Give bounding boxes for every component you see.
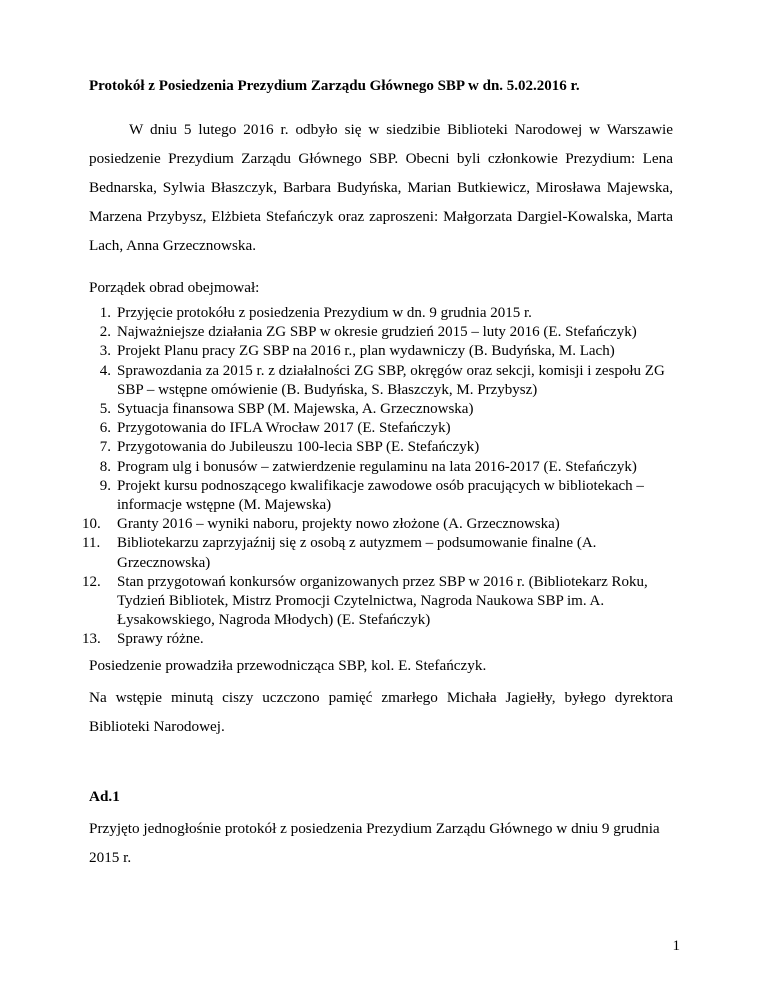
agenda-item-text: Stan przygotowań konkursów organizowanych przez SBP w 2016 r. (Bibliotekarz Roku, Tydzień Bibliotek, Mistrz Promocji Czytelnictwa, Nagroda Naukowa SBP im. A. Łysakowskiego, Nagroda Młodych) (E. Stefańczyk): [117, 573, 648, 629]
agenda-item: [89, 400, 679, 419]
document-title: Protokół z Posiedzenia Prezydium Zarządu Głównego SBP w dn. 5.02.2016 r.: [89, 78, 580, 94]
agenda-item-text: Najważniejsze działania ZG SBP w okresie grudzień 2015 – luty 2016 (E. Stefańczyk): [117, 324, 637, 341]
agenda-item-text: Program ulg i bonusów – zatwierdzenie regulaminu na lata 2016-2017 (E. Stefańczyk): [117, 458, 637, 475]
agenda-item-number: 11.: [82, 535, 101, 552]
memorial-paragraph: Na wstępie minutą ciszy uczczono pamięć zmarłego Michała Jagiełły, byłego dyrektora Biblioteki Narodowej.: [89, 689, 673, 735]
intro-paragraph: W dniu 5 lutego 2016 r. odbyło się w siedzibie Biblioteki Narodowej w Warszawie posiedzenie Prezydium Zarządu Głównego SBP. Obecni byli członkowie Prezydium: Lena Bednarska, Sylwia Błaszczyk, Barbara Budyńska, Marian Butkiewicz, Mirosława Majewska, Marzena Przybysz, Elżbieta Stefańczyk oraz zaproszeni: Małgorzata Dargiel-Kowalska, Marta Lach, Anna Grzecznowska.: [89, 121, 673, 254]
agenda-item-number: 4.: [99, 362, 111, 379]
agenda-item-number: 10.: [82, 516, 101, 533]
agenda-item: [89, 477, 679, 515]
agenda-item: [82, 573, 679, 631]
agenda-item: [89, 304, 679, 323]
agenda-item: [89, 438, 679, 457]
agenda-item: [89, 362, 679, 400]
agenda-item-text: Przygotowania do IFLA Wrocław 2017 (E. Stefańczyk): [117, 420, 451, 437]
agenda-item-number: 13.: [82, 631, 101, 648]
agenda-item: [89, 419, 679, 438]
page-number: 1: [672, 938, 680, 954]
agenda-item: [82, 630, 679, 649]
agenda-item-text: Przyjęcie protokółu z posiedzenia Prezydium w dn. 9 grudnia 2015 r.: [117, 305, 532, 321]
agenda-item: [82, 534, 679, 572]
ad1-paragraph: Przyjęto jednogłośnie protokół z posiedzenia Prezydium Zarządu Głównego w dniu 9 grudnia 2015 r.: [89, 820, 660, 866]
agenda-item-text: Przygotowania do Jubileuszu 100-lecia SBP (E. Stefańczyk): [117, 439, 480, 456]
agenda-item: [89, 342, 679, 361]
agenda-item-number: 9.: [99, 477, 111, 494]
agenda-item-number: 3.: [99, 343, 111, 360]
agenda-item: [89, 458, 679, 477]
ad1-heading: Ad.1: [89, 788, 120, 805]
agenda-item: [89, 323, 679, 342]
agenda-item-number: 2.: [99, 324, 111, 341]
agenda-item-text: Sprawozdania za 2015 r. z działalności ZG SBP, okręgów oraz sekcji, komisji i zespołu ZG SBP – wstępne omówienie (B. Budyńska, S. Błaszczyk, M. Przybysz): [117, 362, 665, 398]
agenda-item-text: Bibliotekarzu zaprzyjaźnij się z osobą z autyzmem – podsumowanie finalne (A. Grzecznowska): [117, 535, 597, 571]
agenda-item-number: 1.: [99, 305, 111, 321]
agenda-item-text: Sytuacja finansowa SBP (M. Majewska, A. Grzecznowska): [117, 401, 474, 418]
chair-paragraph: Posiedzenie prowadziła przewodnicząca SBP, kol. E. Stefańczyk.: [89, 657, 487, 674]
agenda-list: [82, 304, 679, 650]
agenda-item-number: 8.: [99, 458, 111, 475]
agenda-item-number: 12.: [82, 573, 101, 590]
agenda-item-text: Projekt kursu podnoszącego kwalifikacje zawodowe osób pracujących w bibliotekach – informacje wstępne (M. Majewska): [117, 477, 644, 514]
agenda-heading: Porządek obrad obejmował:: [89, 279, 260, 296]
agenda-item-text: Projekt Planu pracy ZG SBP na 2016 r., plan wydawniczy (B. Budyńska, M. Lach): [117, 343, 615, 360]
agenda-item-text: Granty 2016 – wyniki naboru, projekty nowo złożone (A. Grzecznowska): [117, 516, 560, 533]
agenda-item-number: 5.: [99, 401, 111, 418]
agenda-item-number: 7.: [99, 439, 111, 456]
agenda-item-number: 6.: [99, 420, 111, 437]
agenda-item-text: Sprawy różne.: [117, 631, 204, 648]
agenda-item: [82, 515, 679, 534]
